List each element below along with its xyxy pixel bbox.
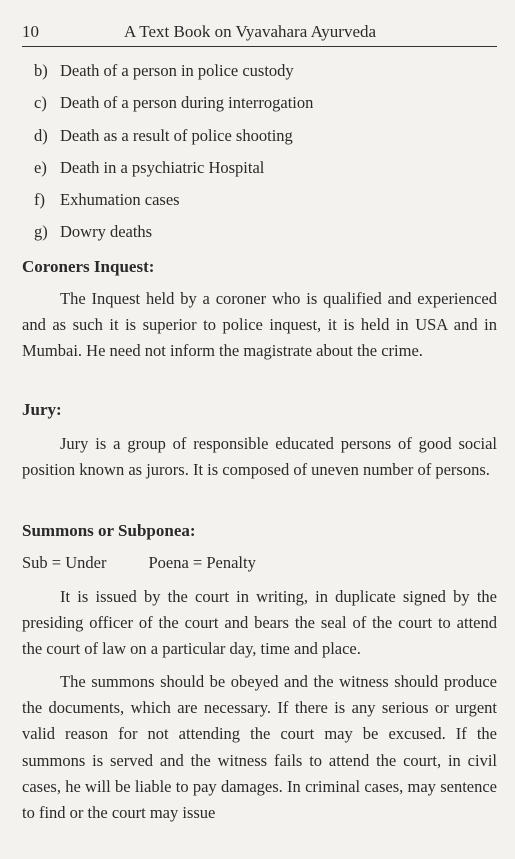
summons-etymology: [22, 553, 256, 573]
list-item: [34, 92, 494, 124]
list-item-text: Death of a person during interrogation: [60, 93, 314, 113]
list-item: [34, 221, 494, 253]
section-heading-coroners-inquest: Coroners Inquest:: [22, 257, 155, 276]
list-item-text: Death in a psychiatric Hospital: [60, 157, 265, 177]
list-marker: e): [34, 157, 47, 177]
list-item-text: Death as a result of police shooting: [60, 125, 293, 145]
summons-paragraph-2: The summons should be obeyed and the witness should produce the documents, which are necessary. If there is any serious or urgent valid reason for not attending the court may be excused. If the summons is served and the witness fails to attend the court, in civil cases, he will be liable to pay damages. In criminal cases, may sentence to find or the court may issue: [22, 672, 497, 823]
summons-paragraph-1: It is issued by the court in writing, in duplicate signed by the presiding officer of the court and bears the seal of the court to attend the court of law on a particular day, time and place.: [22, 587, 497, 659]
inquest-cases-list: [34, 60, 494, 254]
list-marker: c): [34, 93, 47, 113]
list-item: [34, 157, 494, 189]
page-number: 10: [22, 22, 39, 41]
list-marker: g): [34, 222, 48, 242]
list-marker: d): [34, 125, 48, 145]
list-item: [34, 189, 494, 221]
section-heading-summons: Summons or Subponea:: [22, 521, 196, 540]
definition-poena: Poena = Penalty: [148, 553, 256, 572]
list-item: [34, 60, 494, 92]
list-item-text: Dowry deaths: [60, 222, 153, 242]
list-item-text: Exhumation cases: [60, 190, 180, 210]
definition-sub: Sub = Under: [22, 553, 107, 572]
section-heading-jury: Jury:: [22, 400, 62, 419]
book-title: A Text Book on Vyavahara Ayurveda: [124, 22, 377, 41]
jury-paragraph: Jury is a group of responsible educated persons of good social position known as jurors. It is composed of uneven number of persons.: [22, 434, 497, 480]
coroners-inquest-paragraph: The Inquest held by a coroner who is qualified and experienced and as such it is superior to police inquest, it is held in USA and in Mumbai. He need not inform the magistrate about the crime.: [22, 289, 497, 361]
list-marker: b): [34, 61, 48, 80]
list-marker: f): [34, 190, 45, 210]
list-item: [34, 125, 494, 157]
running-header: [22, 22, 497, 47]
list-item-text: Death of a person in police custody: [60, 61, 294, 80]
